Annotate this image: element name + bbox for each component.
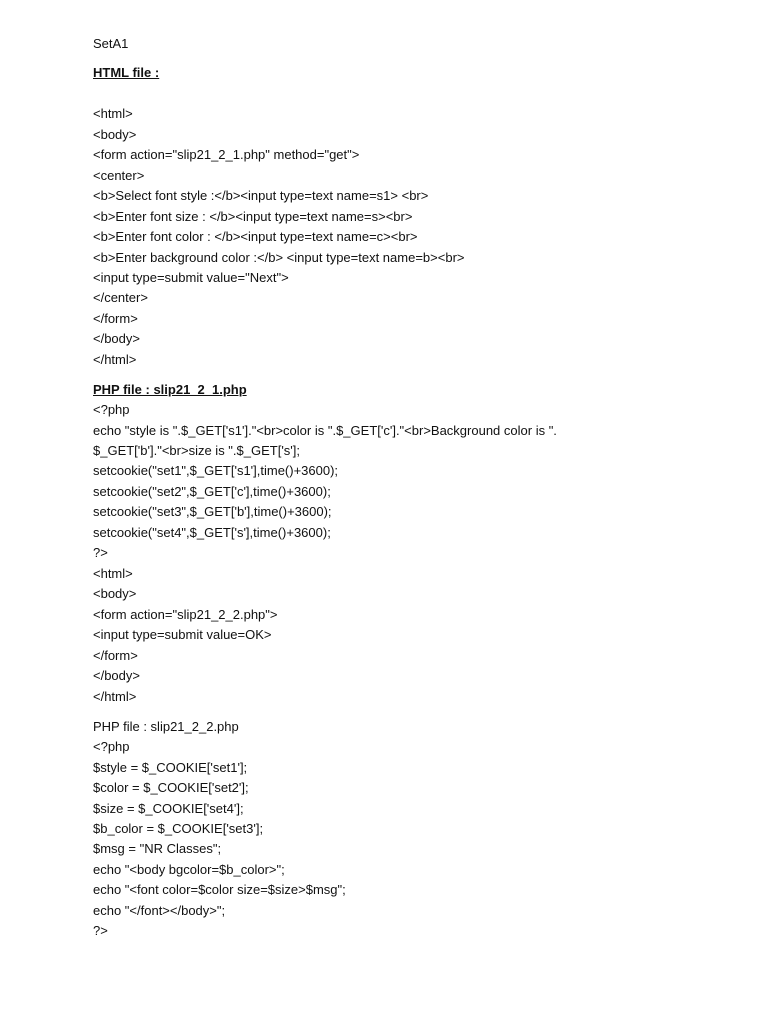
php-file-1-heading: PHP file : slip21_2_1.php [93, 382, 247, 397]
code-line: </body> [93, 331, 140, 346]
code-line: <b>Enter font size : </b><input type=text name=s><br> [93, 209, 413, 224]
code-line: <center> [93, 168, 145, 183]
code-line: <?php [93, 739, 130, 754]
code-line: <b>Select font style :</b><input type=text name=s1> <br> [93, 188, 429, 203]
code-line: <body> [93, 127, 137, 142]
code-line: echo "</font></body>"; [93, 903, 226, 918]
code-line: $size = $_COOKIE['set4']; [93, 801, 244, 816]
code-line: echo "<body bgcolor=$b_color>"; [93, 862, 285, 877]
code-line: echo "style is ".$_GET['s1']."<br>color is ".$_GET['c']."<br>Background color is ". [93, 423, 557, 438]
code-line: <form action="slip21_2_1.php" method="get"> [93, 147, 360, 162]
code-line: </form> [93, 311, 138, 326]
code-line: setcookie("set3",$_GET['b'],time()+3600); [93, 504, 332, 519]
code-line: <html> [93, 106, 133, 121]
code-line: <input type=submit value=OK> [93, 627, 272, 642]
set-label: SetA1 [93, 36, 129, 51]
code-line: <input type=submit value="Next"> [93, 270, 289, 285]
code-line: <b>Enter font color : </b><input type=text name=c><br> [93, 229, 418, 244]
code-line: $_GET['b']."<br>size is ".$_GET['s']; [93, 443, 301, 458]
html-file-heading: HTML file : [93, 65, 160, 80]
code-line: setcookie("set4",$_GET['s'],time()+3600); [93, 525, 331, 540]
code-line: $msg = "NR Classes"; [93, 841, 222, 856]
code-line: echo "<font color=$color size=$size>$msg"; [93, 882, 346, 897]
code-line: $color = $_COOKIE['set2']; [93, 780, 249, 795]
code-line: <html> [93, 566, 133, 581]
code-line: </html> [93, 689, 137, 704]
code-line: <b>Enter background color :</b> <input type=text name=b><br> [93, 250, 465, 265]
code-line: </html> [93, 352, 137, 367]
code-line: ?> [93, 923, 108, 938]
code-line: <form action="slip21_2_2.php"> [93, 607, 278, 622]
code-line: setcookie("set2",$_GET['c'],time()+3600); [93, 484, 331, 499]
code-line: <body> [93, 586, 137, 601]
code-line: </center> [93, 290, 148, 305]
code-line: </form> [93, 648, 138, 663]
code-line: <?php [93, 402, 130, 417]
code-line: $style = $_COOKIE['set1']; [93, 760, 248, 775]
code-line: $b_color = $_COOKIE['set3']; [93, 821, 264, 836]
php-file-2-heading: PHP file : slip21_2_2.php [93, 719, 239, 734]
code-line: setcookie("set1",$_GET['s1'],time()+3600); [93, 463, 339, 478]
code-line: </body> [93, 668, 140, 683]
code-line: ?> [93, 545, 108, 560]
